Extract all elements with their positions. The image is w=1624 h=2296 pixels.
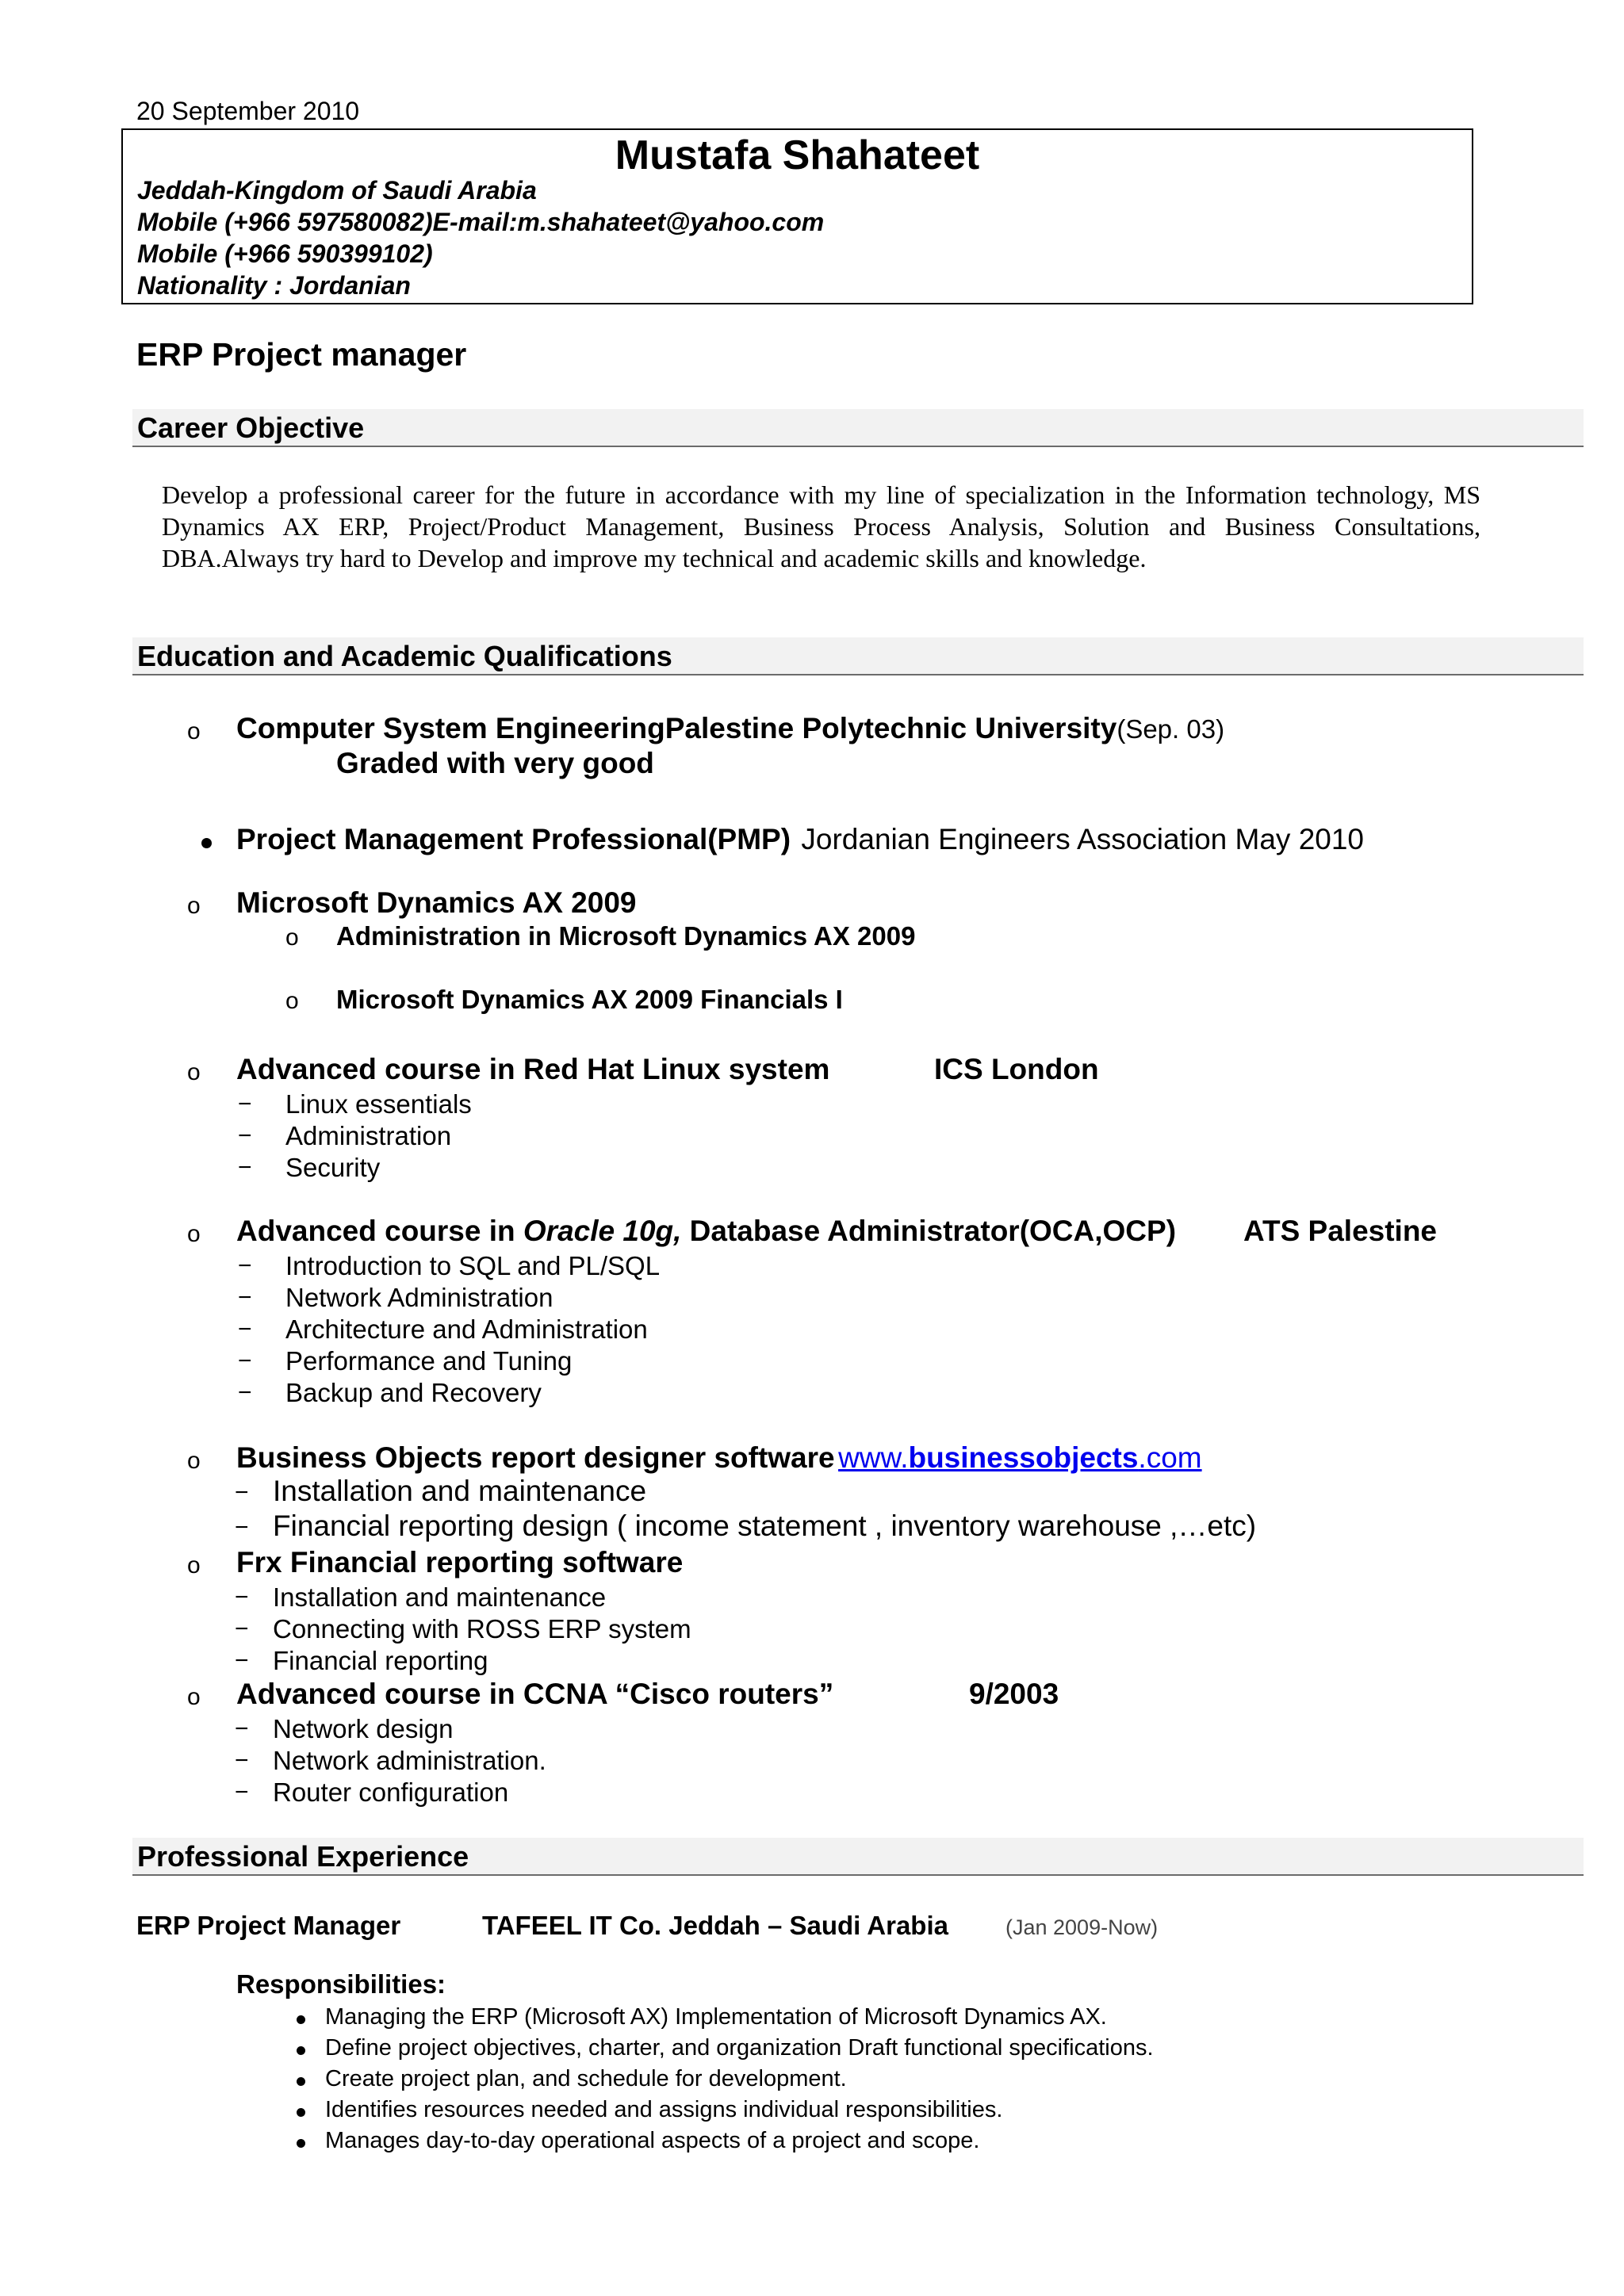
ax-course-admin: Administration in Microsoft Dynamics AX 2009 bbox=[336, 921, 916, 951]
dash-bullet-icon: − bbox=[235, 1647, 249, 1674]
education-degree: Computer System EngineeringPalestine Polytechnic University(Sep. 03) bbox=[236, 712, 1225, 744]
contact-box bbox=[121, 128, 1473, 304]
list-item: Network Administration bbox=[285, 1283, 553, 1312]
list-item: Network design bbox=[273, 1714, 454, 1743]
section-title: Education and Academic Qualifications bbox=[137, 640, 672, 672]
linux-provider: ICS London bbox=[934, 1053, 1099, 1085]
section-title: Professional Experience bbox=[137, 1840, 469, 1873]
list-item: Manages day-to-day operational aspects of a project and scope. bbox=[325, 2128, 980, 2153]
section-career-objective bbox=[132, 409, 1584, 447]
list-item: Connecting with ROSS ERP system bbox=[273, 1614, 691, 1644]
section-title: Career Objective bbox=[137, 411, 365, 444]
dash-bullet-icon: − bbox=[238, 1316, 252, 1342]
nationality: Nationality : Jordanian bbox=[137, 271, 411, 300]
filled-bullet-icon bbox=[297, 2077, 305, 2086]
circle-bullet-icon: o bbox=[187, 1448, 201, 1474]
dash-bullet-icon: − bbox=[235, 1616, 249, 1642]
list-item: Introduction to SQL and PL/SQL bbox=[285, 1251, 661, 1280]
list-item: Create project plan, and schedule for development. bbox=[325, 2066, 847, 2091]
dash-bullet-icon: − bbox=[238, 1284, 252, 1311]
circle-bullet-icon: o bbox=[187, 893, 201, 919]
dash-bullet-icon: − bbox=[235, 1747, 249, 1774]
career-objective-text: Develop a professional career for the future in accordance with my line of specialization in the Information technology, MS Dynamics AX ERP, Project/Product Management, Business Process Analysis, Solution and Business Consultations, DBA.Always try hard to Develop and improve my technical and academic skills and knowledge. bbox=[162, 480, 1480, 572]
list-item: Financial reporting bbox=[273, 1646, 488, 1675]
ax-course-financials: Microsoft Dynamics AX 2009 Financials I bbox=[336, 985, 843, 1014]
list-item: Identifies resources needed and assigns individual responsibilities. bbox=[325, 2097, 1003, 2122]
circle-bullet-icon: o bbox=[187, 718, 201, 744]
dash-bullet-icon: − bbox=[238, 1348, 252, 1374]
dash-bullet-icon: − bbox=[238, 1091, 252, 1117]
filled-bullet-icon bbox=[297, 2108, 305, 2117]
list-item: Installation and maintenance bbox=[273, 1475, 647, 1507]
experience-period: (Jan 2009-Now) bbox=[1005, 1915, 1159, 1939]
circle-bullet-icon: o bbox=[187, 1059, 201, 1085]
circle-bullet-icon: o bbox=[285, 988, 299, 1014]
dash-bullet-icon: − bbox=[235, 1716, 249, 1742]
education-frx: Frx Financial reporting software bbox=[236, 1546, 684, 1578]
section-experience bbox=[132, 1838, 1584, 1876]
filled-bullet-icon bbox=[297, 2015, 305, 2024]
circle-bullet-icon: o bbox=[187, 1552, 201, 1578]
degree-grade: Graded with very good bbox=[336, 747, 654, 779]
circle-bullet-icon: o bbox=[187, 1221, 201, 1247]
list-item: Security bbox=[285, 1153, 381, 1182]
experience-role: ERP Project Manager bbox=[136, 1911, 401, 1940]
dash-bullet-icon: − bbox=[235, 1779, 249, 1805]
list-item: Financial reporting design ( income statement , inventory warehouse ,…etc) bbox=[273, 1510, 1257, 1542]
responsibilities-label: Responsibilities: bbox=[236, 1969, 446, 1999]
businessobjects-link[interactable]: www.businessobjects.com bbox=[838, 1441, 1202, 1474]
education-pmp: Project Management Professional(PMP) Jordanian Engineers Association May 2010 bbox=[236, 823, 1365, 855]
list-item: Architecture and Administration bbox=[285, 1314, 648, 1344]
education-ccna: Advanced course in CCNA “Cisco routers” bbox=[236, 1678, 834, 1710]
ccna-date: 9/2003 bbox=[969, 1678, 1059, 1710]
list-item: Linux essentials bbox=[285, 1089, 472, 1119]
education-ax: Microsoft Dynamics AX 2009 bbox=[236, 886, 637, 919]
oracle-provider: ATS Palestine bbox=[1243, 1215, 1438, 1247]
section-education bbox=[132, 637, 1584, 675]
experience-company: TAFEEL IT Co. Jeddah – Saudi Arabia bbox=[482, 1911, 948, 1940]
candidate-name: Mustafa Shahateet bbox=[615, 132, 980, 178]
dash-bullet-icon: − bbox=[238, 1154, 252, 1181]
mobile-email: Mobile (+966 597580082)E-mail:m.shahateet@yahoo.com bbox=[137, 208, 825, 236]
location: Jeddah-Kingdom of Saudi Arabia bbox=[137, 176, 537, 205]
circle-bullet-icon: o bbox=[187, 1684, 201, 1710]
filled-bullet-icon bbox=[297, 2046, 305, 2055]
dash-bullet-icon: − bbox=[238, 1253, 252, 1279]
document-date: 20 September 2010 bbox=[136, 97, 360, 125]
dash-bullet-icon: − bbox=[235, 1479, 249, 1506]
list-item: Managing the ERP (Microsoft AX) Implementation of Microsoft Dynamics AX. bbox=[325, 2004, 1107, 2030]
circle-bullet-icon: o bbox=[285, 924, 299, 951]
mobile-secondary: Mobile (+966 590399102) bbox=[137, 239, 433, 268]
list-item: Administration bbox=[285, 1121, 452, 1150]
list-item: Backup and Recovery bbox=[285, 1378, 542, 1407]
education-linux: Advanced course in Red Hat Linux system bbox=[236, 1053, 830, 1085]
filled-bullet-icon bbox=[201, 838, 212, 848]
list-item: Performance and Tuning bbox=[285, 1346, 573, 1376]
list-item: Define project objectives, charter, and organization Draft functional specifications. bbox=[325, 2035, 1154, 2061]
job-title: ERP Project manager bbox=[136, 336, 467, 373]
dash-bullet-icon: − bbox=[235, 1584, 249, 1610]
list-item: Router configuration bbox=[273, 1777, 509, 1807]
dash-bullet-icon: − bbox=[238, 1123, 252, 1149]
filled-bullet-icon bbox=[297, 2139, 305, 2148]
list-item: Network administration. bbox=[273, 1746, 546, 1775]
list-item: Installation and maintenance bbox=[273, 1582, 607, 1612]
dash-bullet-icon: − bbox=[238, 1380, 252, 1406]
dash-bullet-icon: − bbox=[235, 1514, 249, 1540]
education-business-objects: Business Objects report designer software www.businessobjects.com bbox=[236, 1441, 1202, 1474]
education-oracle: Advanced course in Oracle 10g, Database Administrator(OCA,OCP) bbox=[236, 1215, 1177, 1247]
